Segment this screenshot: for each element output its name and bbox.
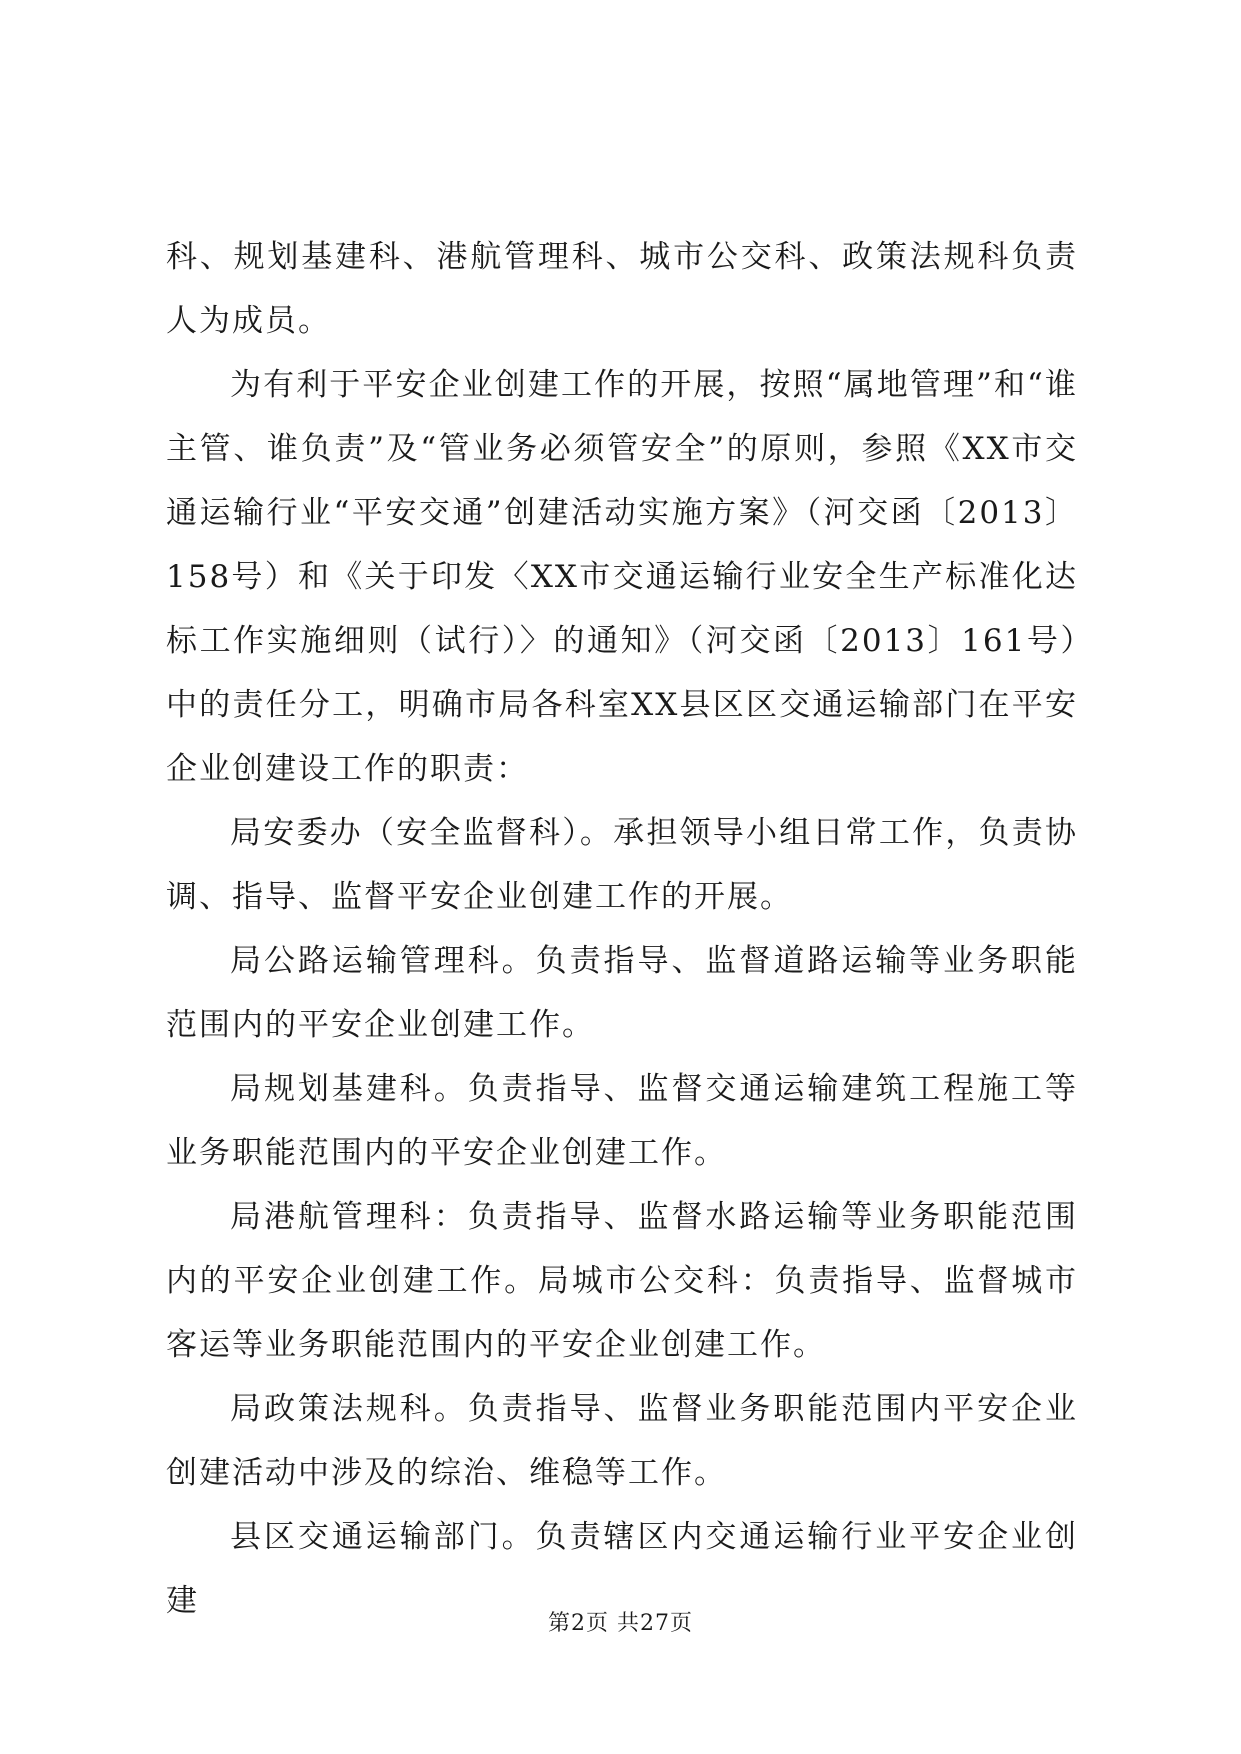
page-number-footer: 第2页 共27页 (548, 1611, 693, 1636)
paragraph-port-navigation: 局港航管理科：负责指导、监督水路运输等业务职能范围内的平安企业创建工作。局城市公交科：负责指导、监督城市客运等业务职能范围内的平安企业创建工作。 (166, 1199, 1078, 1363)
paragraph-policy-regulation: 局政策法规科。负责指导、监督业务职能范围内平安企业创建活动中涉及的综治、维稳等工作。 (166, 1391, 1078, 1491)
paragraph-planning-construction: 局规划基建科。负责指导、监督交通运输建筑工程施工等业务职能范围内的平安企业创建工作。 (166, 1071, 1078, 1171)
paragraph-safety-office: 局安委办（安全监督科）。承担领导小组日常工作，负责协调、指导、监督平安企业创建工作的开展。 (166, 815, 1078, 915)
document-body (166, 225, 1078, 1633)
paragraph-road-transport: 局公路运输管理科。负责指导、监督道路运输等业务职能范围内的平安企业创建工作。 (166, 943, 1078, 1043)
paragraph-county-departments: 县区交通运输部门。负责辖区内交通运输行业平安企业创建 (166, 1519, 1078, 1619)
paragraph-continuation: 科、规划基建科、港航管理科、城市公交科、政策法规科负责人为成员。 (166, 239, 1078, 339)
paragraph-principles: 为有利于平安企业创建工作的开展，按照“属地管理”和“谁主管、谁负责”及“管业务必须管安全”的原则，参照《XX市交通运输行业“平安交通”创建活动实施方案》（河交函〔2013〕158号）和《关于印发〈XX市交通运输行业安全生产标准化达标工作实施细则（试行）〉的通知》（河交函〔2013〕161号）中的责任分工，明确市局各科室XX县区区交通运输部门在平安企业创建设工作的职责： (166, 367, 1078, 787)
